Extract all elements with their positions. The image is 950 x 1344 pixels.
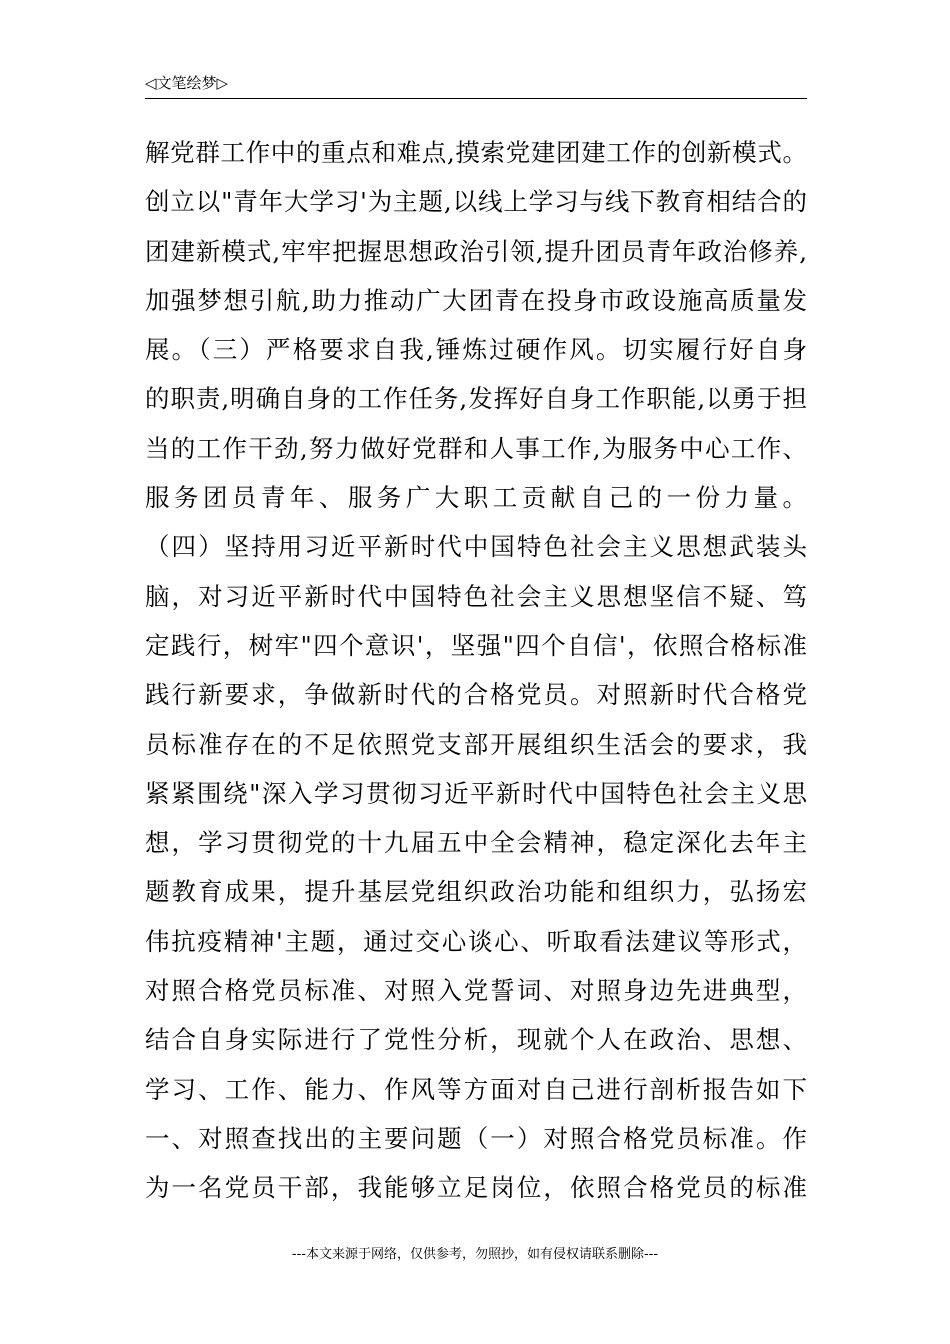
page-footer: ---本文来源于网络，仅供参考，勿照抄，如有侵权请联系删除--- xyxy=(291,1247,659,1262)
text-line: 当的工作干劲,努力做好党群和人事工作,为服务中心工作、 xyxy=(145,433,807,463)
text-line: 伟抗疫精神'主题，通过交心谈心、听取看法建议等形式， xyxy=(145,926,807,956)
text-line: 学习、工作、能力、作风等方面对自己进行剖析报告如下 xyxy=(145,1074,807,1104)
text-line: 展。（三）严格要求自我,锤炼过硬作风。切实履行好自身 xyxy=(145,335,807,365)
text-line: 题教育成果，提升基层党组织政治功能和组织力，弘扬宏 xyxy=(145,877,807,907)
text-line: 加强梦想引航,助力推动广大团青在投身市政设施高质量发 xyxy=(145,285,807,315)
text-line: 创立以"青年大学习'为主题,以线上学习与线下教育相结合的 xyxy=(145,187,807,217)
text-line: 员标准存在的不足依照党支部开展组织生活会的要求，我 xyxy=(145,729,807,759)
text-line: 定践行，树牢"四个意识'，坚强"四个自信'，依照合格标准 xyxy=(145,630,807,660)
page-header xyxy=(145,72,807,99)
text-line: 想，学习贯彻党的十九届五中全会精神，稳定深化去年主 xyxy=(145,828,807,858)
text-line: 践行新要求，争做新时代的合格党员。对照新时代合格党 xyxy=(145,680,807,710)
document-body xyxy=(145,128,807,1213)
text-line: （四）坚持用习近平新时代中国特色社会主义思想武装头 xyxy=(145,532,807,562)
text-line: 一、对照查找出的主要问题（一）对照合格党员标准。作 xyxy=(145,1123,807,1153)
header-title: ◁文笔绘梦▷ xyxy=(145,74,229,92)
text-line: 团建新模式,牢牢把握思想政治引领,提升团员青年政治修养, xyxy=(145,236,807,266)
text-line: 服务团员青年、服务广大职工贡献自己的一份力量。 xyxy=(145,483,807,513)
text-line: 结合自身实际进行了党性分析，现就个人在政治、思想、 xyxy=(145,1025,807,1055)
text-line: 紧紧围绕"深入学习贯彻习近平新时代中国特色社会主义思 xyxy=(145,778,807,808)
text-line: 的职责,明确自身的工作任务,发挥好自身工作职能,以勇于担 xyxy=(145,384,807,414)
text-line: 脑，对习近平新时代中国特色社会主义思想坚信不疑、笃 xyxy=(145,581,807,611)
text-line: 对照合格党员标准、对照入党誓词、对照身边先进典型， xyxy=(145,976,807,1006)
text-line: 为一名党员干部，我能够立足岗位，依照合格党员的标准 xyxy=(145,1173,807,1203)
text-line: 解党群工作中的重点和难点,摸索党建团建工作的创新模式。 xyxy=(145,138,807,167)
